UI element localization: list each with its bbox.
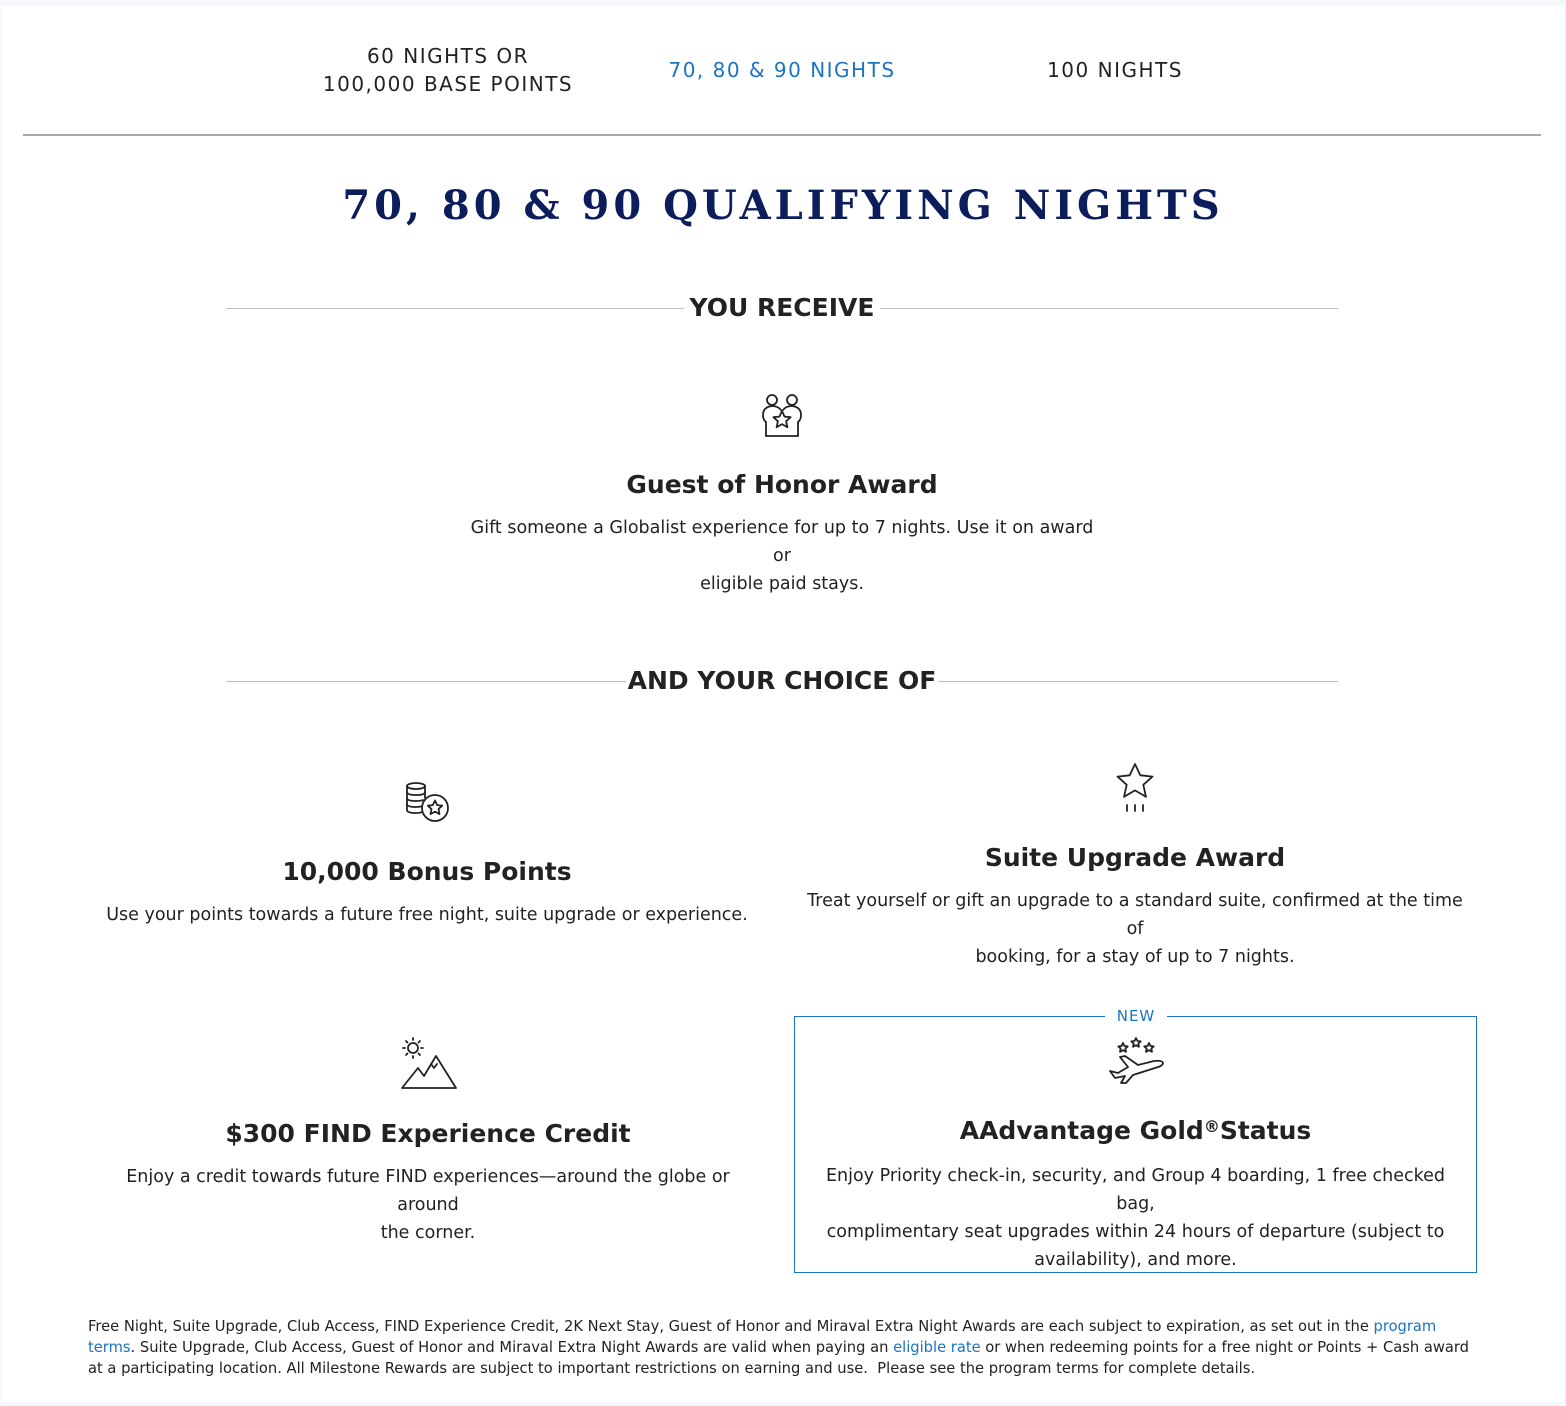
guest-pair-star-icon [758, 392, 806, 440]
desc-line: availability), and more. [1034, 1250, 1237, 1270]
tabs-divider [23, 134, 1541, 136]
eligible-rate-link[interactable]: eligible rate [893, 1339, 981, 1356]
benefit-title: Guest of Honor Award [626, 470, 938, 499]
section-heading: AND YOUR CHOICE OF [627, 666, 937, 695]
footnote-text: . Suite Upgrade, Club Access, Guest of Honor and Miraval Extra Night Awards are valid when paying an [130, 1339, 894, 1356]
new-badge: NEW [1105, 1005, 1167, 1027]
desc-line: eligible paid stays. [700, 574, 864, 594]
benefit-description [97, 1163, 759, 1247]
tab-70-80-90-nights[interactable]: 70, 80 & 90 NIGHTS [668, 58, 896, 82]
footnote-text: or when redeeming points for a free night or Points + Cash award at a participating location. All Milestone Rewards are subject to important restrictions on earning and use. Please see the program terms for complete details. [88, 1339, 1470, 1377]
desc-line: Treat yourself or gift an upgrade to a standard suite, confirmed at the time of [807, 891, 1463, 939]
footnote-text: Free Night, Suite Upgrade, Club Access, FIND Experience Credit, 2K Next Stay, Guest of Honor and Miraval Extra Night Awards are each subject to expiration, as set out in the [88, 1318, 1374, 1335]
section-your-choice [226, 664, 1338, 698]
tier-tabs [2, 6, 1564, 136]
new-benefit-box [794, 1007, 1477, 1273]
divider-right [880, 308, 1338, 309]
benefit-description [462, 514, 1102, 598]
star-rising-icon [1114, 761, 1156, 817]
benefit-title: $300 FIND Experience Credit [225, 1119, 631, 1148]
registered-mark: ® [1203, 1117, 1220, 1136]
benefit-find-credit [97, 1036, 759, 1243]
benefit-description [802, 887, 1468, 971]
page-title: 70, 80 & 90 QUALIFYING NIGHTS [342, 182, 1224, 229]
benefit-title [795, 1114, 1476, 1148]
tab-label-line2: 100,000 BASE POINTS [322, 72, 574, 96]
tab-label-line1: 60 NIGHTS OR [366, 44, 530, 68]
divider-right [938, 681, 1338, 682]
benefit-guest-of-honor [462, 386, 1102, 594]
desc-line: Gift someone a Globalist experience for up to 7 nights. Use it on award or [470, 518, 1094, 566]
sun-mountains-icon [398, 1036, 458, 1092]
section-you-receive [226, 291, 1338, 325]
benefit-description [795, 1162, 1476, 1274]
program-terms-link[interactable]: program terms [88, 1318, 1437, 1356]
terms-footnote [88, 1316, 1480, 1379]
benefit-description: Use your points towards a future free night, suite upgrade or experience. [106, 905, 748, 925]
benefit-title: Suite Upgrade Award [984, 843, 1286, 872]
benefit-title: 10,000 Bonus Points [282, 857, 572, 886]
desc-line: booking, for a stay of up to 7 nights. [975, 947, 1295, 967]
title-part: Status [1219, 1116, 1312, 1145]
benefit-bonus-points [82, 776, 772, 946]
benefit-aadvantage-gold [795, 1017, 1476, 1272]
title-part: AAdvantage Gold [959, 1116, 1204, 1145]
airplane-stars-icon [1106, 1035, 1166, 1087]
desc-line: the corner. [380, 1223, 476, 1243]
desc-line: complimentary seat upgrades within 24 hours of departure (subject to [826, 1222, 1445, 1242]
section-heading: YOU RECEIVE [689, 293, 875, 322]
desc-line: Enjoy a credit towards future FIND experiences—around the globe or around [126, 1167, 730, 1215]
tab-60-nights[interactable] [298, 42, 598, 98]
desc-line: Enjoy Priority check-in, security, and Group 4 boarding, 1 free checked bag, [825, 1166, 1446, 1214]
coins-star-icon [404, 782, 450, 824]
milestone-rewards-panel [2, 6, 1564, 1402]
tab-100-nights[interactable]: 100 NIGHTS [1047, 58, 1183, 82]
benefit-suite-upgrade [802, 761, 1468, 967]
